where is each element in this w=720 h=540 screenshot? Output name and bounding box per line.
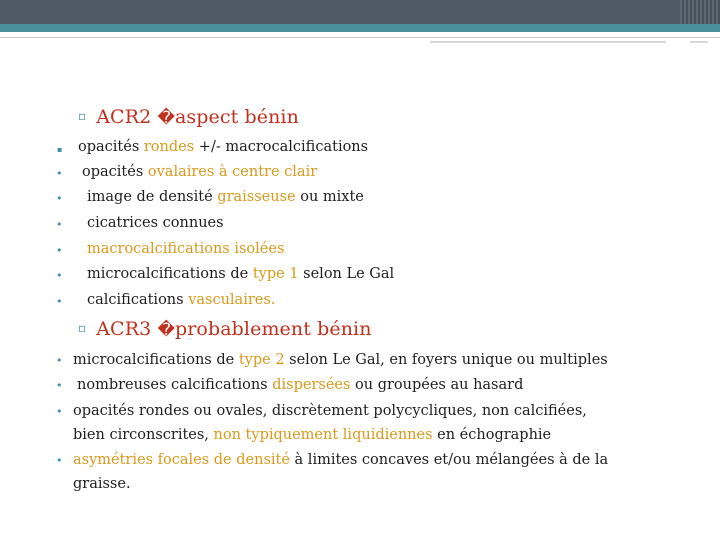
header-accent-stripe xyxy=(0,24,720,32)
item-text: opacités xyxy=(78,139,144,155)
bullet-icon: • xyxy=(56,379,63,392)
heading-acr3-text: probablement bénin xyxy=(174,318,372,340)
header-divider-short xyxy=(690,41,708,43)
square-bullet-icon: ▫ xyxy=(78,109,87,123)
item-highlight: dispersées xyxy=(272,377,351,393)
square-bullet-icon: ▫ xyxy=(78,321,87,335)
item-highlight: macrocalcifications isolées xyxy=(87,241,285,257)
bullet-icon: • xyxy=(56,269,63,282)
item-highlight: type 2 xyxy=(238,352,285,368)
header-divider xyxy=(0,37,720,38)
item-line-2 xyxy=(73,423,587,447)
bullet-icon: • xyxy=(56,167,63,180)
item-text: en échographie xyxy=(432,427,552,443)
heading-acr2-label: ACR2 xyxy=(96,106,152,128)
bullet-icon: • xyxy=(56,218,63,231)
item-highlight: ovalaires à centre clair xyxy=(147,164,318,180)
list-item xyxy=(73,399,587,447)
heading-acr3 xyxy=(78,318,372,340)
item-text: selon Le Gal, en foyers unique ou multiples xyxy=(284,352,608,368)
bullet-icon: ▪ xyxy=(57,145,63,154)
item-text: nombreuses calcifications xyxy=(77,377,273,393)
bullet-icon: • xyxy=(56,354,63,367)
item-highlight: asymétries focales de densité xyxy=(73,452,290,468)
item-text: +/- macrocalcifications xyxy=(194,139,369,155)
item-highlight: type 1 xyxy=(252,266,299,282)
item-text: opacités xyxy=(82,164,148,180)
list-item xyxy=(78,135,368,160)
list-item xyxy=(73,448,608,496)
item-highlight: vasculaires. xyxy=(188,292,276,308)
header-band xyxy=(0,0,720,24)
header-band-stripes xyxy=(680,0,720,24)
heading-acr3-glyph: � xyxy=(157,320,175,340)
list-item xyxy=(82,160,317,185)
list-item xyxy=(87,288,275,313)
bullet-icon: • xyxy=(56,295,63,308)
header-divider-right xyxy=(430,41,666,43)
bullet-icon: • xyxy=(56,405,63,418)
item-text: ou mixte xyxy=(295,189,364,205)
list-item xyxy=(77,373,523,397)
item-text: calcifications xyxy=(87,292,189,308)
heading-acr2-glyph: � xyxy=(157,108,175,128)
item-text: cicatrices connues xyxy=(87,215,224,231)
list-item xyxy=(87,211,224,236)
list-item xyxy=(73,348,608,372)
item-text: opacités rondes ou ovales, discrètement polycycliques, non calcifiées, xyxy=(73,403,587,419)
item-text: graisse. xyxy=(73,476,131,492)
bullet-icon: • xyxy=(56,192,63,205)
item-highlight: rondes xyxy=(143,139,195,155)
list-item xyxy=(87,185,364,210)
item-line-1 xyxy=(73,448,608,472)
heading-acr2-text: aspect bénin xyxy=(174,106,299,128)
item-text: image de densité xyxy=(87,189,218,205)
list-item xyxy=(87,237,284,262)
item-text: ou groupées au hasard xyxy=(350,377,524,393)
item-highlight: non typiquement liquidiennes xyxy=(213,427,433,443)
bullet-icon: • xyxy=(56,244,63,257)
item-text: microcalcifications de xyxy=(73,352,239,368)
item-text: à limites concaves et/ou mélangées à de la xyxy=(289,452,609,468)
item-text: selon Le Gal xyxy=(298,266,395,282)
item-text: microcalcifications de xyxy=(87,266,253,282)
heading-acr2 xyxy=(78,106,299,128)
bullet-icon: • xyxy=(56,454,63,467)
heading-acr3-label: ACR3 xyxy=(96,318,152,340)
item-text: bien circonscrites, xyxy=(73,427,214,443)
list-item xyxy=(87,262,394,287)
item-highlight: graisseuse xyxy=(217,189,296,205)
